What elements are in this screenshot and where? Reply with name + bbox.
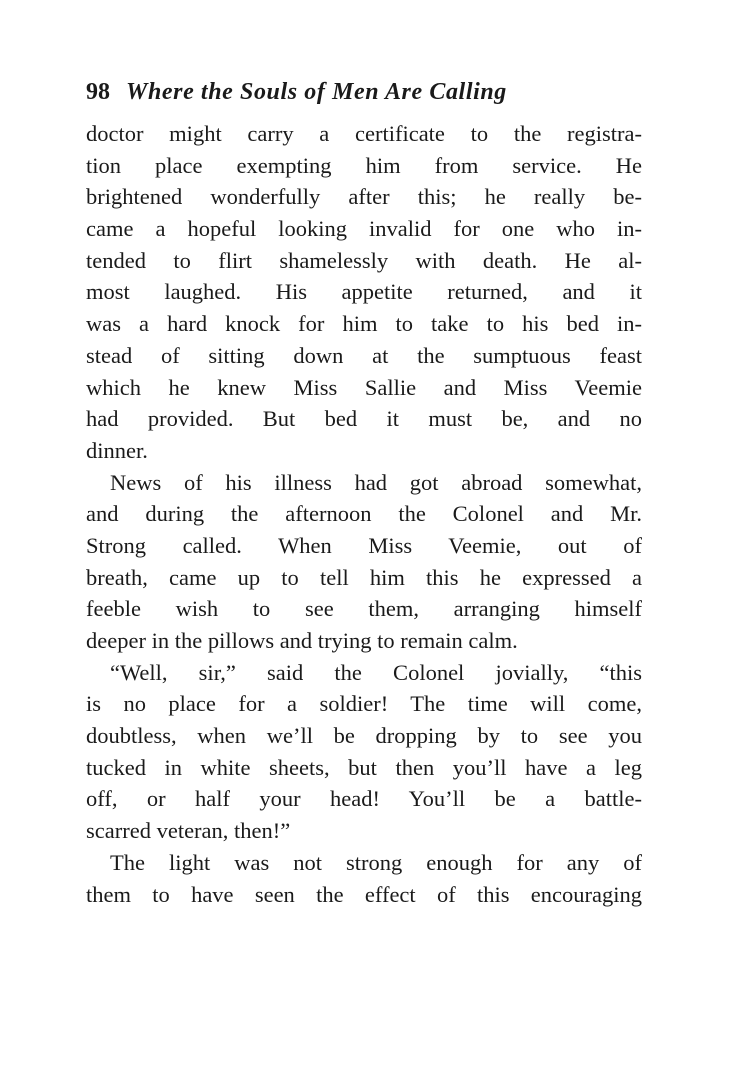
body-text bbox=[86, 118, 642, 910]
text-line: was a hard knock for him to take to his bed in- bbox=[86, 311, 642, 337]
text-line: which he knew Miss Sallie and Miss Veemie bbox=[86, 374, 642, 400]
text-line: most laughed. His appetite returned, and it bbox=[86, 279, 642, 305]
paragraph-start-line: The light was not strong enough for any of bbox=[110, 849, 642, 875]
text-line: dinner. bbox=[86, 437, 148, 463]
text-line: had provided. But bed it must be, and no bbox=[86, 406, 642, 432]
text-line: doubtless, when we’ll be dropping by to see you bbox=[86, 723, 642, 749]
page-number: 98 bbox=[86, 79, 110, 105]
text-line: off, or half your head! You’ll be a battle- bbox=[86, 786, 642, 812]
text-line: stead of sitting down at the sumptuous feast bbox=[86, 342, 642, 368]
book-title: Where the Souls of Men Are Calling bbox=[126, 79, 507, 105]
text-line: tended to flirt shamelessly with death. He al- bbox=[86, 247, 642, 273]
text-line: is no place for a soldier! The time will come, bbox=[86, 691, 642, 717]
text-line: deeper in the pillows and trying to remain calm. bbox=[86, 628, 518, 653]
running-head bbox=[86, 72, 642, 112]
book-page bbox=[86, 72, 642, 910]
paragraph-start-line: “Well, sir,” said the Colonel jovially, “this bbox=[110, 659, 642, 685]
text-line: came a hopeful looking invalid for one who in- bbox=[86, 216, 642, 242]
text-line: breath, came up to tell him this he expressed a bbox=[86, 564, 642, 590]
text-line: Strong called. When Miss Veemie, out of bbox=[86, 532, 642, 558]
text-line: scarred veteran, then!” bbox=[86, 818, 291, 844]
paragraph-start-line: News of his illness had got abroad somewhat, bbox=[110, 469, 642, 495]
text-line: and during the afternoon the Colonel and Mr. bbox=[86, 501, 642, 527]
text-line: feeble wish to see them, arranging himself bbox=[86, 596, 642, 622]
text-line: tucked in white sheets, but then you’ll have a leg bbox=[86, 754, 642, 780]
text-line: them to have seen the effect of this encouraging bbox=[86, 881, 642, 907]
text-line: doctor might carry a certificate to the registra- bbox=[86, 121, 642, 146]
text-line: brightened wonderfully after this; he really be- bbox=[86, 184, 642, 210]
text-line: tion place exempting him from service. He bbox=[86, 152, 642, 178]
